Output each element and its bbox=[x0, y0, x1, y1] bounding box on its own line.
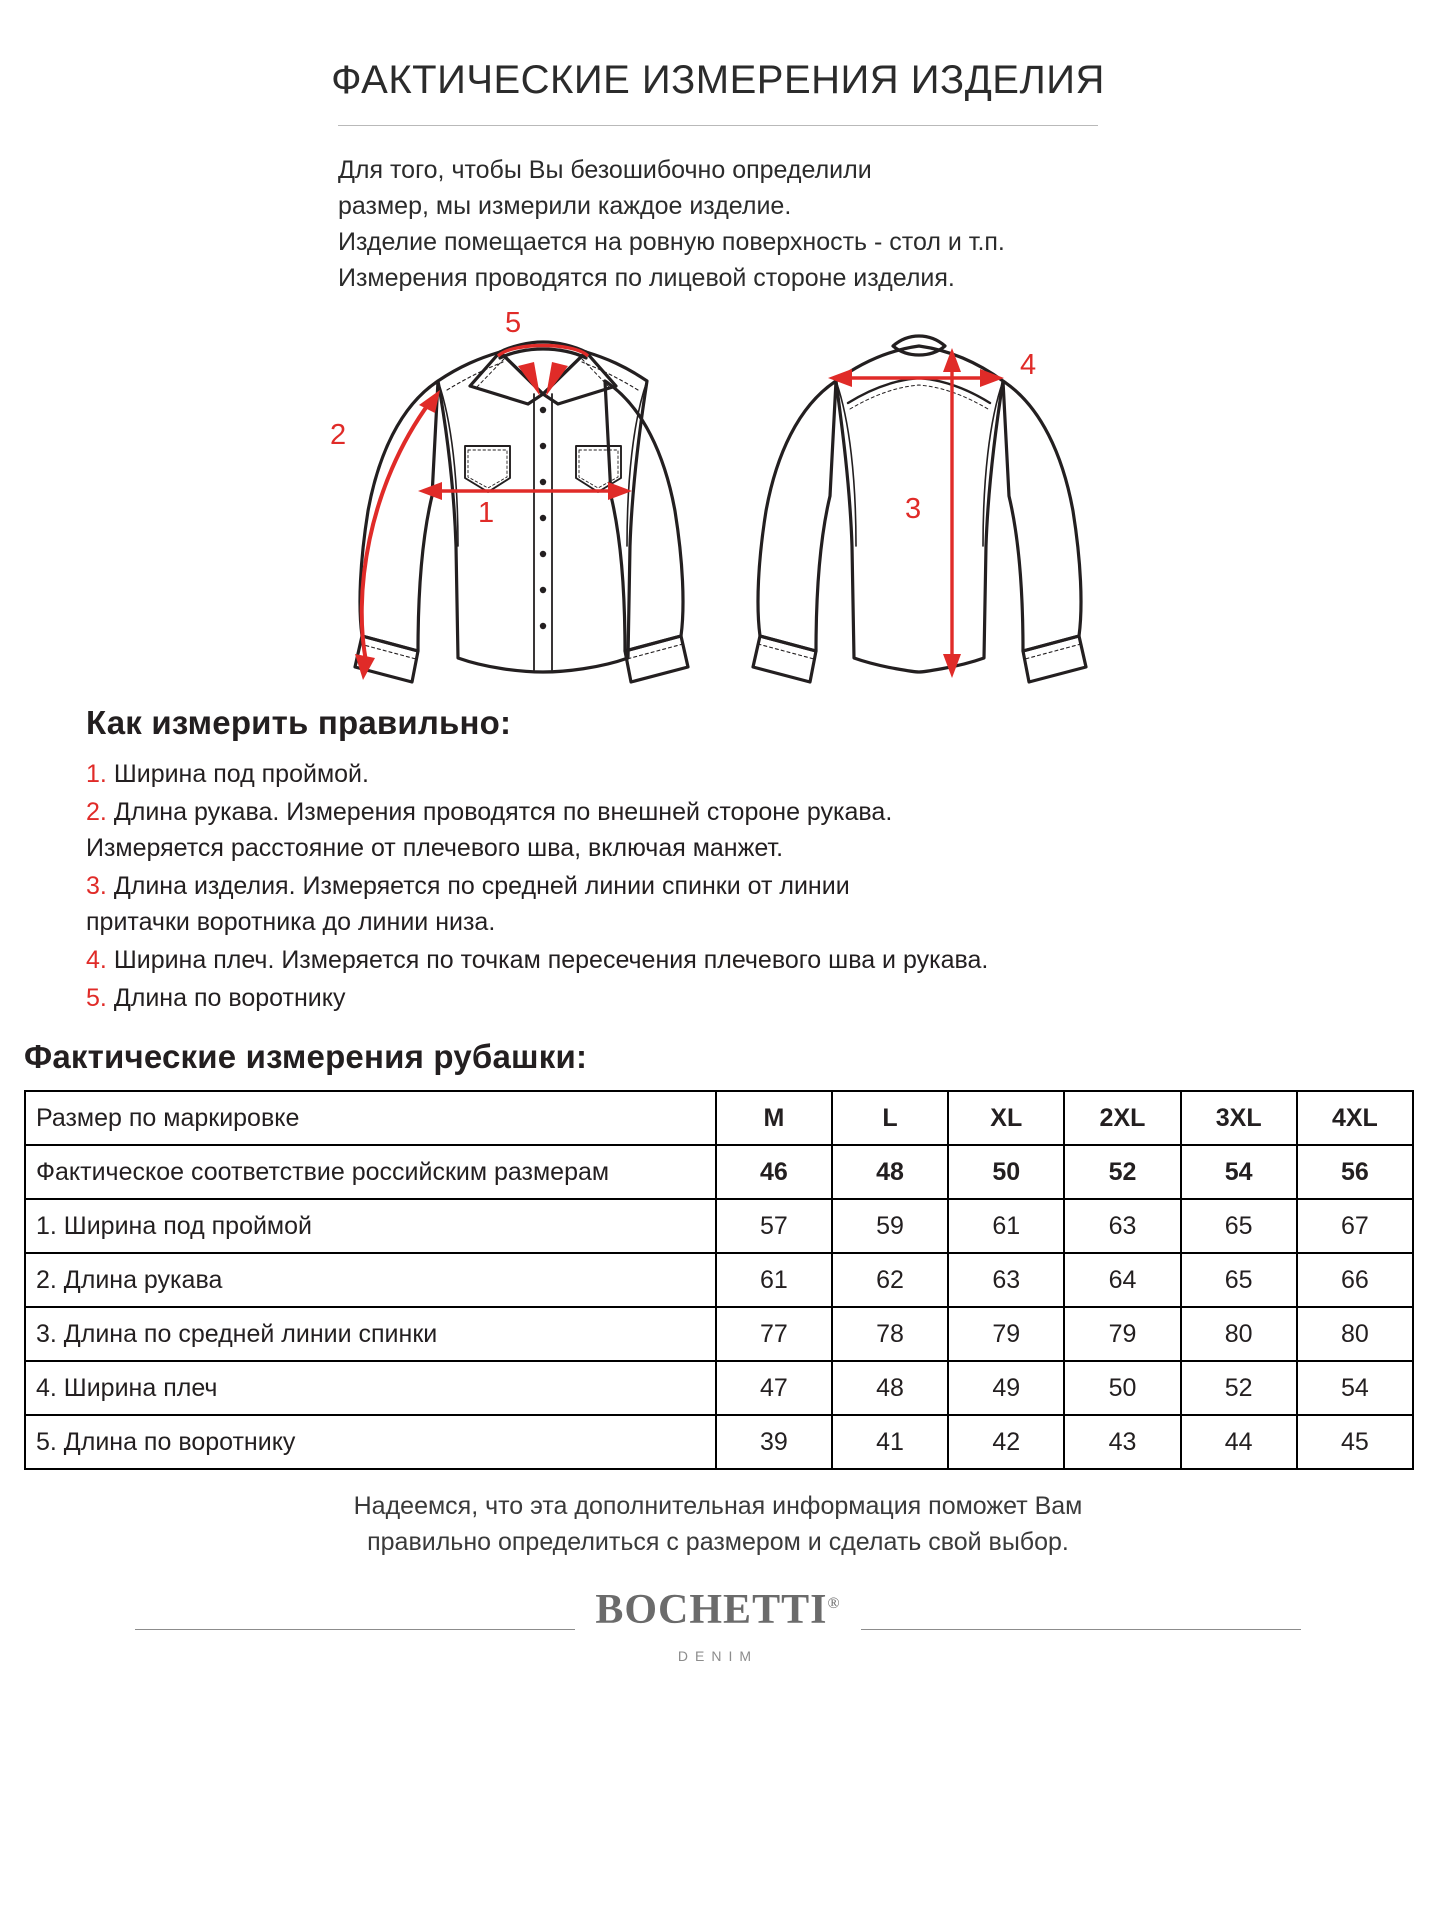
table-cell: 54 bbox=[1297, 1361, 1413, 1415]
table-cell: 43 bbox=[1064, 1415, 1180, 1469]
document-header bbox=[0, 0, 1436, 126]
howto-num-2: 2. bbox=[86, 798, 107, 826]
howto-text-5: Длина по воротнику bbox=[113, 984, 346, 1012]
howto-text-3: Длина изделия. Измеряется по средней линии спинки от линии bbox=[113, 872, 850, 900]
shirt-front-view bbox=[355, 342, 688, 682]
table-cell: 42 bbox=[948, 1415, 1064, 1469]
howto-num-3: 3. bbox=[86, 872, 107, 900]
row-label: 4. Ширина плеч bbox=[25, 1361, 716, 1415]
table-cell: 48 bbox=[832, 1361, 948, 1415]
cell-4xl: 4XL bbox=[1297, 1091, 1413, 1145]
brand-name-text: BOCHETTI bbox=[595, 1587, 828, 1633]
table-cell: 50 bbox=[1064, 1361, 1180, 1415]
callout-label-4: 4 bbox=[1020, 349, 1037, 381]
table-cell: 56 bbox=[1297, 1145, 1413, 1199]
cell-3xl: 3XL bbox=[1181, 1091, 1297, 1145]
table-cell: 62 bbox=[832, 1253, 948, 1307]
callout-label-3: 3 bbox=[905, 493, 922, 525]
page-title: ФАКТИЧЕСКИЕ ИЗМЕРЕНИЯ ИЗДЕЛИЯ bbox=[331, 58, 1105, 102]
howto-section bbox=[28, 704, 1408, 1016]
table-cell: 77 bbox=[716, 1307, 832, 1361]
cell-xl: XL bbox=[948, 1091, 1064, 1145]
table-cell: 79 bbox=[1064, 1307, 1180, 1361]
table-cell: 47 bbox=[716, 1361, 832, 1415]
table-cell: 65 bbox=[1181, 1199, 1297, 1253]
table-row-marking-size bbox=[25, 1091, 1413, 1145]
table-cell: 80 bbox=[1181, 1307, 1297, 1361]
howto-num-1: 1. bbox=[86, 760, 107, 788]
table-row bbox=[25, 1307, 1413, 1361]
table-cell: 78 bbox=[832, 1307, 948, 1361]
table-cell: 41 bbox=[832, 1415, 948, 1469]
howto-text-1: Ширина под проймой. bbox=[113, 760, 369, 788]
howto-list bbox=[86, 756, 1408, 1016]
callout-label-5: 5 bbox=[505, 307, 522, 339]
table-cell: 54 bbox=[1181, 1145, 1297, 1199]
table-cell: 39 bbox=[716, 1415, 832, 1469]
table-cell: 61 bbox=[716, 1253, 832, 1307]
callout-label-1: 1 bbox=[478, 497, 495, 529]
howto-item-3 bbox=[86, 868, 1408, 940]
table-row bbox=[25, 1199, 1413, 1253]
row-label: 3. Длина по средней линии спинки bbox=[25, 1307, 716, 1361]
table-cell: 48 bbox=[832, 1145, 948, 1199]
footer-note bbox=[313, 1488, 1123, 1560]
table-row bbox=[25, 1415, 1413, 1469]
row-label: 5. Длина по воротнику bbox=[25, 1415, 716, 1469]
howto-num-5: 5. bbox=[86, 984, 107, 1012]
table-cell: 63 bbox=[948, 1253, 1064, 1307]
table-cell: 80 bbox=[1297, 1307, 1413, 1361]
table-cell: 52 bbox=[1064, 1145, 1180, 1199]
table-row-russian-size bbox=[25, 1145, 1413, 1199]
table-cell: 46 bbox=[716, 1145, 832, 1199]
howto-item-2 bbox=[86, 794, 1408, 866]
table-cell: 45 bbox=[1297, 1415, 1413, 1469]
cell-2xl: 2XL bbox=[1064, 1091, 1180, 1145]
brand-logo bbox=[575, 1586, 860, 1664]
table-cell: 79 bbox=[948, 1307, 1064, 1361]
table-cell: 61 bbox=[948, 1199, 1064, 1253]
intro-paragraph bbox=[338, 152, 1098, 296]
table-cell: 67 bbox=[1297, 1199, 1413, 1253]
howto-cont-2: Измеряется расстояние от плечевого шва, включая манжет. bbox=[86, 834, 784, 862]
shirt-measurement-illustration bbox=[0, 306, 1436, 696]
footer-note-line-2: правильно определиться с размером и сделать свой выбор. bbox=[367, 1528, 1069, 1556]
intro-line-4: Измерения проводятся по лицевой стороне изделия. bbox=[338, 264, 955, 292]
howto-item-1 bbox=[86, 756, 1408, 792]
table-title: Фактические измерения рубашки: bbox=[24, 1038, 588, 1075]
row-label: Размер по маркировке bbox=[25, 1091, 716, 1145]
table-cell: 49 bbox=[948, 1361, 1064, 1415]
row-label: Фактическое соответствие российским размерам bbox=[25, 1145, 716, 1199]
measurements-table bbox=[24, 1090, 1414, 1470]
brand-name bbox=[595, 1586, 840, 1634]
brand-subtitle: DENIM bbox=[677, 1648, 759, 1664]
registered-trademark-icon: ® bbox=[827, 1595, 841, 1612]
howto-item-4 bbox=[86, 942, 1408, 978]
row-label: 1. Ширина под проймой bbox=[25, 1199, 716, 1253]
callout-label-2: 2 bbox=[330, 419, 347, 451]
table-cell: 50 bbox=[948, 1145, 1064, 1199]
howto-title: Как измерить правильно: bbox=[86, 704, 512, 741]
table-cell: 57 bbox=[716, 1199, 832, 1253]
title-divider bbox=[338, 125, 1098, 126]
intro-line-2: размер, мы измерили каждое изделие. bbox=[338, 192, 792, 220]
cell-l: L bbox=[832, 1091, 948, 1145]
intro-line-1: Для того, чтобы Вы безошибочно определили bbox=[338, 156, 872, 184]
intro-line-3: Изделие помещается на ровную поверхность - стол и т.п. bbox=[338, 228, 1005, 256]
table-cell: 52 bbox=[1181, 1361, 1297, 1415]
table-cell: 59 bbox=[832, 1199, 948, 1253]
howto-item-5 bbox=[86, 980, 1408, 1016]
footer-note-line-1: Надеемся, что эта дополнительная информация поможет Вам bbox=[353, 1492, 1083, 1520]
cell-m: M bbox=[716, 1091, 832, 1145]
table-cell: 64 bbox=[1064, 1253, 1180, 1307]
table-cell: 63 bbox=[1064, 1199, 1180, 1253]
brand-footer bbox=[0, 1587, 1436, 1668]
brand-divider-right bbox=[861, 1629, 1301, 1630]
brand-divider-left bbox=[135, 1629, 575, 1630]
howto-text-4: Ширина плеч. Измеряется по точкам пересечения плечевого шва и рукава. bbox=[113, 946, 989, 974]
howto-text-2: Длина рукава. Измерения проводятся по внешней стороне рукава. bbox=[113, 798, 893, 826]
howto-num-4: 4. bbox=[86, 946, 107, 974]
table-cell: 66 bbox=[1297, 1253, 1413, 1307]
table-cell: 44 bbox=[1181, 1415, 1297, 1469]
howto-cont-3: притачки воротника до линии низа. bbox=[86, 908, 496, 936]
table-cell: 65 bbox=[1181, 1253, 1297, 1307]
table-row bbox=[25, 1253, 1413, 1307]
table-row bbox=[25, 1361, 1413, 1415]
row-label: 2. Длина рукава bbox=[25, 1253, 716, 1307]
